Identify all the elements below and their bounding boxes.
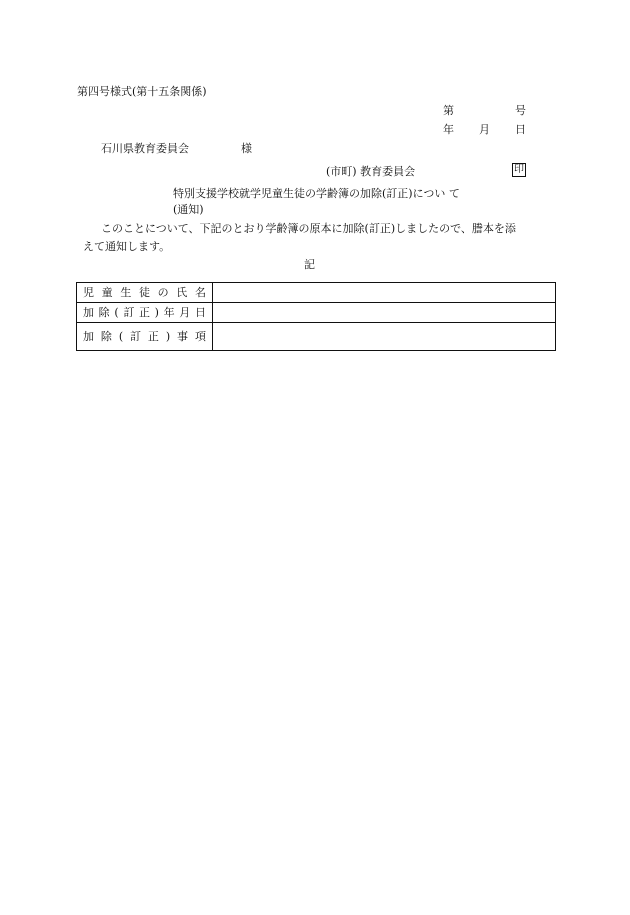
row-value-student-name[interactable] [213,283,556,303]
table-row [77,323,556,351]
ki-heading: 記 [304,258,315,271]
seal-stamp: 印 [514,164,524,175]
table-row [77,283,556,303]
sender: (市町) 教育委員会 [326,165,416,178]
body-line-2: えて通知します。 [83,240,171,253]
form-number: 第四号様式(第十五条関係) [77,85,207,98]
body-text [77,220,555,256]
body-line-1: このことについて、下記のとおり学齢簿の原本に加除(訂正)しましたので、謄本を添 [101,222,516,235]
record-table [76,282,556,351]
honorific: 様 [241,142,252,155]
row-value-change-date[interactable] [213,303,556,323]
row-label-change-items [77,323,213,351]
row-label-change-date [77,303,213,323]
table-row [77,303,556,323]
label-text: 児 童 生 徒 の 氏 名 [83,286,206,299]
document-number-prefix: 第 [443,104,454,117]
date-month: 月 [479,123,490,136]
subject: 特別支援学校就学児童生徒の学齢簿の加除(訂正)につい て(通知) [173,187,460,216]
row-value-change-items[interactable] [213,323,556,351]
row-label-student-name [77,283,213,303]
addressee: 石川県教育委員会 [101,142,189,155]
label-text: 加 除 ( 訂 正 ) 事 項 [83,330,206,343]
date-year: 年 [443,123,454,136]
label-text: 加 除 ( 訂 正 ) 年 月 日 [83,306,206,319]
document-number-suffix: 号 [515,104,526,117]
date-day: 日 [515,123,526,136]
